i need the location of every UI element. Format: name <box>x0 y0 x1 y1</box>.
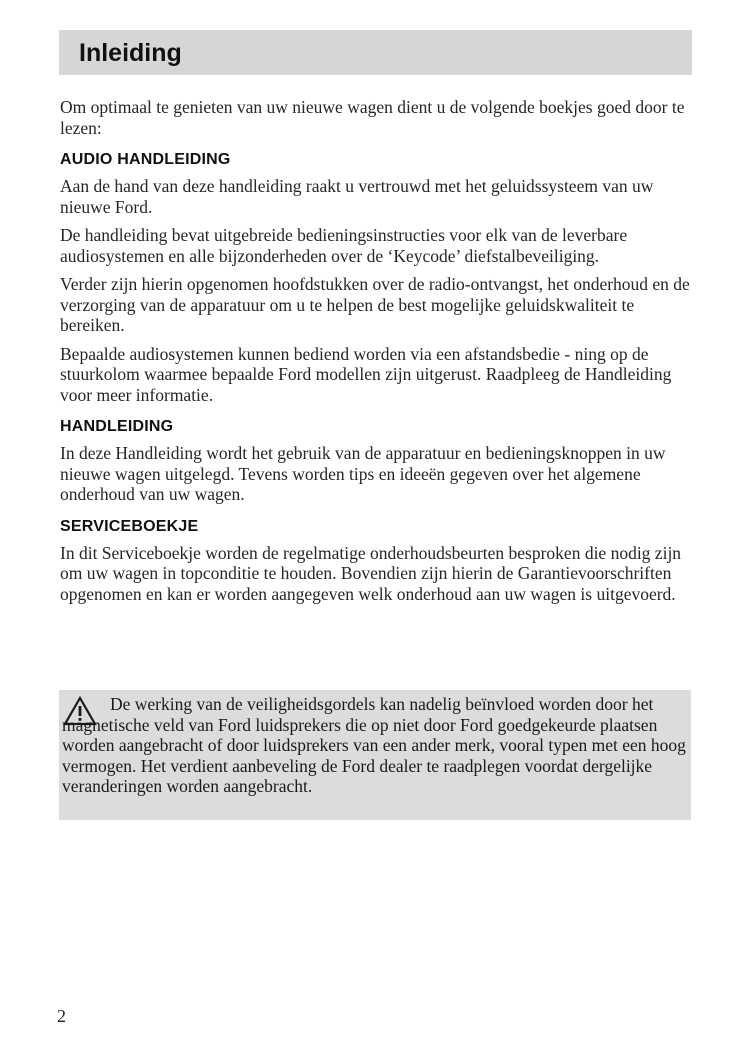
section-paragraph: Verder zijn hierin opgenomen hoofdstukken over de radio-ontvangst, het onderhoud en de verzorging van de apparatuur om u te helpen de best mogelijke geluidskwaliteit te bereiken. <box>60 274 690 335</box>
section-heading: AUDIO HANDLEIDING <box>60 151 231 168</box>
warning-box <box>59 690 691 820</box>
section-paragraph: In deze Handleiding wordt het gebruik van de apparatuur en bedieningsknoppen in uw nieuwe wagen uitgelegd. Tevens worden tips en ideeën gegeven over het algemene onderhoud van uw wagen. <box>60 443 666 504</box>
section-audio-handleiding <box>60 150 700 405</box>
section-serviceboekje <box>60 517 700 605</box>
page-title: Inleiding <box>79 39 182 67</box>
section-handleiding <box>60 417 700 505</box>
main-content <box>60 97 700 612</box>
section-paragraph: Bepaalde audiosystemen kunnen bediend worden via een afstandsbedie - ning op de stuurkolom waarmee bepaalde Ford modellen zijn uitgerust. Raadpleeg de Handleiding voor meer informatie. <box>60 343 672 405</box>
section-paragraph: De handleiding bevat uitgebreide bedieningsinstructies voor elk van de leverbare audiosystemen en alle bijzonderheden over de ‘Keycode’ diefstalbeveiliging. <box>60 225 628 266</box>
intro-paragraph: Om optimaal te genieten van uw nieuwe wagen dient u de volgende boekjes goed door te lezen: <box>60 97 685 138</box>
warning-text: De werking van de veiligheidsgordels kan nadelig beïnvloed worden door het magnetische veld van Ford luidsprekers die op niet door Ford goedgekeurde plaatsen worden aangebracht of door luidsprekers van een ander merk, vooral typen met een hoog vermogen. Het verdient aanbeveling de Ford dealer te raadplegen voordat dergelijke veranderingen worden aangebracht. <box>62 694 686 796</box>
section-heading: HANDLEIDING <box>60 418 174 435</box>
title-bar <box>59 30 692 75</box>
section-heading: SERVICEBOEKJE <box>60 517 199 535</box>
section-paragraph: In dit Serviceboekje worden de regelmatige onderhoudsbeurten besproken die nodig zijn om uw wagen in topconditie te houden. Bovendien zijn hierin de Garantievoorschriften opgenomen en kan er worden aangegeven welk onderhoud aan uw wagen is uitgevoerd. <box>60 542 682 604</box>
page-number: 2 <box>57 1006 66 1026</box>
section-paragraph: Aan de hand van deze handleiding raakt u vertrouwd met het geluidssysteem van uw nieuwe Ford. <box>60 176 654 217</box>
